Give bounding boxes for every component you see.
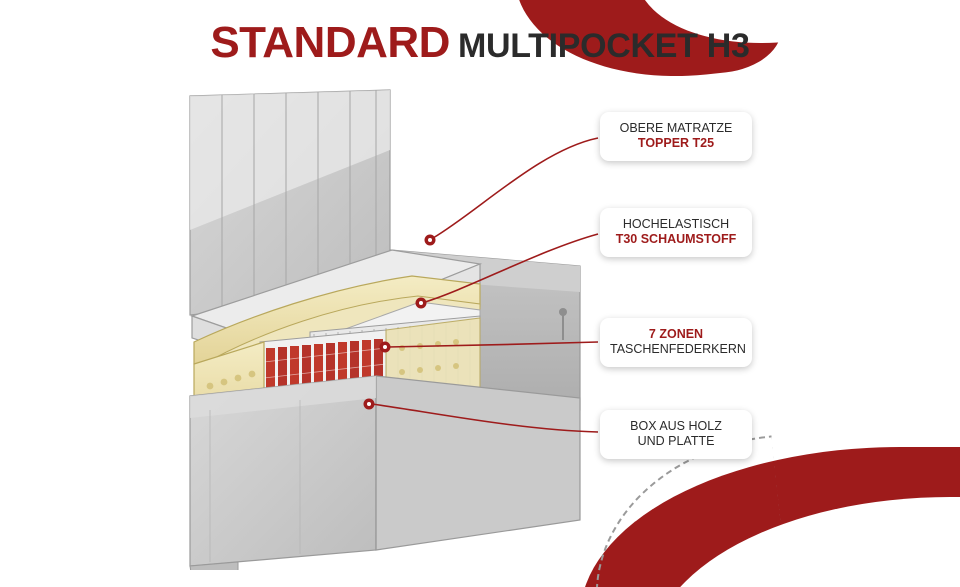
bed-cutaway-illustration xyxy=(180,80,610,570)
callout-pocket-springs-line1: 7 ZONEN xyxy=(648,327,704,341)
callout-pocket-springs-line2: TASCHENFEDERKERN xyxy=(610,342,746,357)
callout-foam xyxy=(600,208,752,257)
callout-topper xyxy=(600,112,752,161)
callout-pocket-springs xyxy=(600,318,752,367)
callout-topper-line1: OBERE MATRATZE xyxy=(619,121,733,135)
callout-box-base xyxy=(600,410,752,459)
callout-foam-line1: HOCHELASTISCH xyxy=(622,217,730,231)
callout-foam-line2: T30 SCHAUMSTOFF xyxy=(615,232,737,247)
callout-box-base-line1: BOX AUS HOLZ xyxy=(630,419,722,433)
callout-box-base-line2: UND PLATTE xyxy=(637,434,715,449)
callout-topper-line2: TOPPER T25 xyxy=(637,136,715,151)
title-strong: STANDARD xyxy=(210,18,450,67)
page-title xyxy=(0,18,960,68)
title-rest: MULTIPOCKET H3 xyxy=(457,27,750,65)
